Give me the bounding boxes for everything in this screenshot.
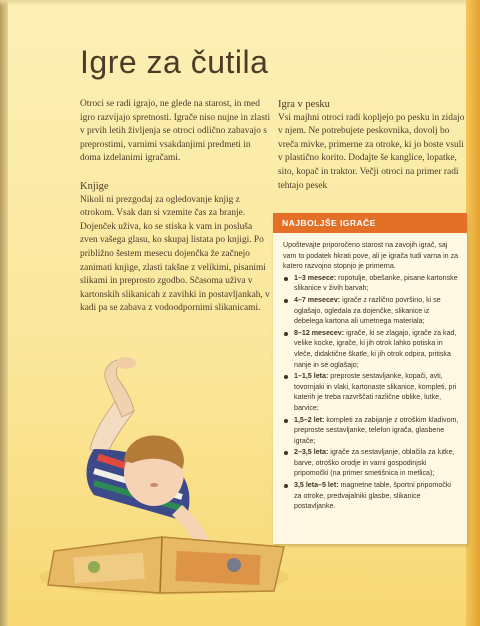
toy-description: preproste sestavljanke, kopači, avti, tovornjaki in vlaki, kartonaste slikanice, kompleti, pri katerih je treba razvrščati različne oblike, lutke, barvice; <box>294 372 457 412</box>
list-item <box>283 480 459 512</box>
page-top-edge <box>0 0 480 6</box>
list-item <box>283 447 459 479</box>
child-reading-photo <box>34 345 294 605</box>
list-item <box>283 328 459 370</box>
toy-description: kompleti za zabijanje z otroškim kladivom, preproste sestavljanke, telefon igrača, glasbene igrače; <box>294 415 459 445</box>
sand-play-paragraph: Vsi majhni otroci radi kopljejo po pesku in zidajo v njem. Ne potrebujete peskovnika, dovolj bo vreča mivke, primerne za otroke, ki jo boste vsuli v plastično korito. Dodajte še kanglice, lopatke, sito, kopač in traktor. Večji otroci na primer radi tehtajo pesek <box>278 112 465 191</box>
age-label: 3,5 leta–5 let: <box>294 481 339 490</box>
age-label: 1–1,5 leta: <box>294 372 329 381</box>
left-column <box>80 98 272 316</box>
page-title: Igre za čutila <box>80 44 269 80</box>
best-toys-intro: Upoštevajte priporočeno starost na zavojih igrač, saj vam to podatek hkrati pove, ali je igrača tudi varna in za katero razvojno stopnjo je primerna. <box>283 241 459 271</box>
bullet-icon <box>284 299 288 303</box>
list-item <box>283 273 459 294</box>
toy-description: igrače za sestavljanje, oblačila za lutke, barve, otroško orodje in varni gospodinjski pripomočki (na primer smetišnica in metlica); <box>294 448 455 478</box>
toy-description: igrače z različno površino, ki se oglašajo, ogledala za dojenčke, slikanice iz debelega kartona ali umetnega materiala; <box>294 295 441 326</box>
sand-play-heading: Igra v pesku <box>278 99 330 110</box>
toy-description: ropotulje, obešanke, pisane kartonske slikanice v živih barvah; <box>294 273 458 293</box>
list-item <box>283 371 459 413</box>
toy-description: magnetne table, športni pripomočki za otroke, predvajalniki glasbe, slikanice postavljanke. <box>294 481 451 511</box>
age-label: 4–7 mesecev: <box>294 295 341 304</box>
intro-paragraph: Otroci se radi igrajo, ne glede na starost, in med igro razvijajo spretnosti. Igrače niso nujne in zlasti v prvih letih življenja se otroci odlično zabavajo s preprostimi, varnimi vsakdanjimi predmeti in doma izdelanimi igračami. <box>80 99 271 164</box>
books-paragraph: Nikoli ni prezgodaj za ogledovanje knjig z otrokom. Vsak dan si vzemite čas za branje. Dojenček uživa, ko se stiska k vam in posluša zven vašega glasu, ko skupaj listata po knjigi. Po približno šestem mesecu dojenčka že začnejo zanimati knjige, zlasti takšne z velikimi, pisanimi slikami in preprosto zgodbo. Sčasoma uživa v kartonskih slikanicah z zavihki in postavljankah, v kadi pa se zabava z vodoodpornimi slikanicami. <box>80 194 270 314</box>
age-label: 2–3,5 leta: <box>294 448 329 457</box>
page-right-edge <box>466 0 480 626</box>
age-label: 8–12 mesecev: <box>294 328 345 337</box>
best-toys-box <box>273 213 467 544</box>
book-binding <box>0 0 8 626</box>
best-toys-header: NAJBOLJŠE IGRAČE <box>273 213 467 233</box>
toy-description: igrače, ki se zlagajo, igrače za kad, velike kocke, igrače, ki jih otrok lahko potiska in vleče, didaktične škatle, ki jih otrok odpira, pritiska nanje in se oglašajo; <box>294 328 457 369</box>
best-toys-body <box>273 233 467 512</box>
list-item <box>283 295 459 327</box>
bullet-icon <box>284 332 288 336</box>
toy-age-list <box>283 273 459 512</box>
list-item <box>283 415 459 447</box>
age-label: 1–3 mesece: <box>294 273 337 282</box>
bullet-icon <box>284 277 288 281</box>
right-column <box>278 98 468 193</box>
age-label: 1,5–2 let: <box>294 415 325 424</box>
books-heading: Knjige <box>80 180 109 192</box>
